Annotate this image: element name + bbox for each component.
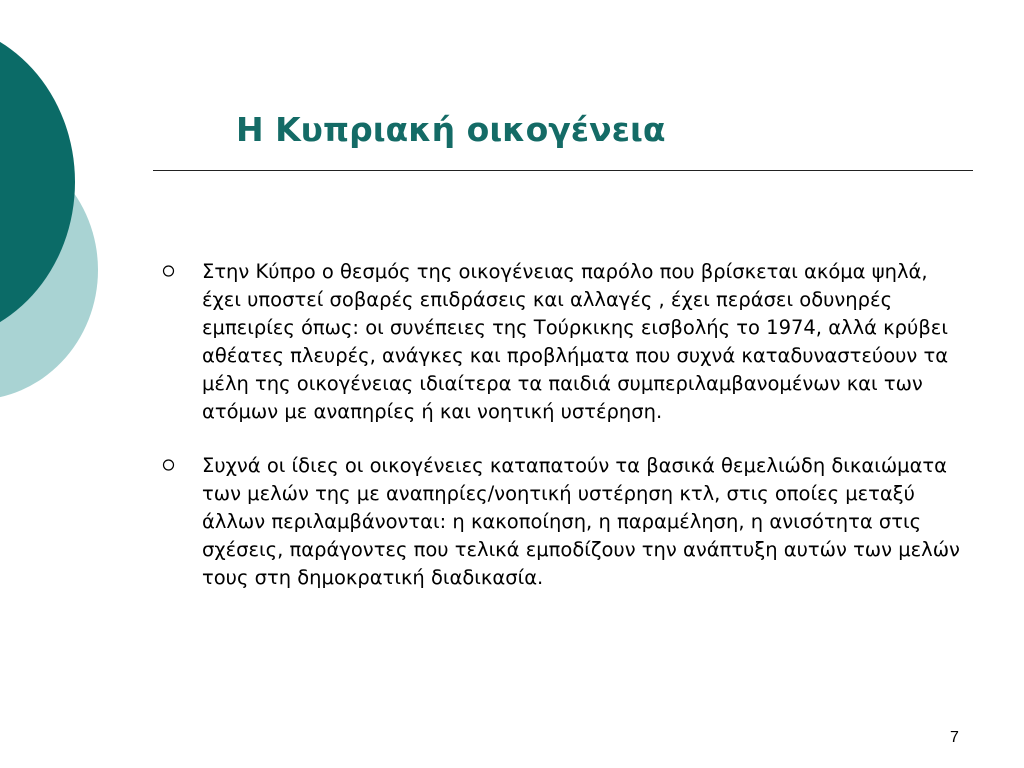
hollow-circle-bullet-icon: [162, 457, 175, 473]
bullet-item: [160, 452, 970, 592]
bullet-text: Στην Κύπρο ο θεσμός της οικογένειας παρόλο που βρίσκεται ακόμα ψηλά, έχει υποστεί σοβαρές επιδράσεις και αλλαγές , έχει περάσει οδυνηρές εμπειρίες όπως: οι συνέπειες της Τούρκικης εισβολής το 1974, αλλά κρύβει αθέατες πλευρές, ανάγκες και προβλήματα που συχνά καταδυναστεύουν τα μέλη της οικογένειας ιδιαίτερα τα παιδιά συμπεριλαμβανομένων και των ατόμων με αναπηρίες ή και νοητική υστέρηση.: [202, 260, 949, 423]
title-divider: [153, 170, 973, 171]
bullet-text: Συχνά οι ίδιες οι οικογένειες καταπατούν τα βασικά θεμελιώδη δικαιώματα των μελών της με αναπηρίες/νοητική υστέρηση κτλ, στις οποίες μεταξύ άλλων περιλαμβάνονται: η κακοποίηση, η παραμέληση, η ανισότητα στις σχέσεις, παράγοντες που τελικά εμποδίζουν την ανάπτυξη αυτών των μελών τους στη δημοκρατική διαδικασία.: [202, 454, 960, 589]
slide-title: Η Κυπριακή οικογένεια: [236, 110, 666, 149]
page-number: 7: [950, 729, 959, 746]
hollow-circle-bullet-icon: [162, 263, 175, 279]
bullet-item: [160, 258, 970, 426]
bullet-list: [160, 258, 970, 592]
